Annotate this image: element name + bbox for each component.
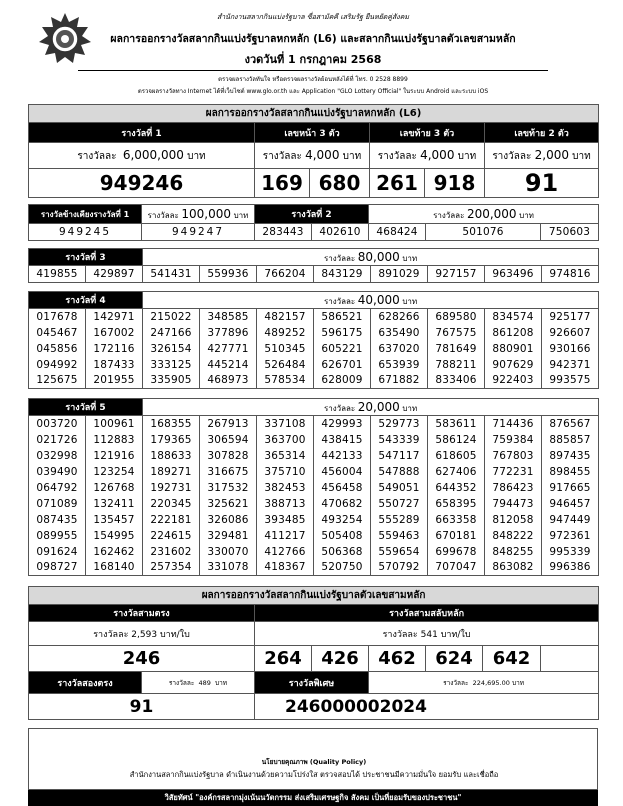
prize-number: 071089 — [29, 496, 86, 512]
prize-number: 482157 — [257, 309, 314, 325]
straight3-label: รางวัลสามตรง — [29, 605, 255, 622]
prize-number: 337108 — [257, 416, 314, 432]
first-prize-amount: รางวัลละ 6,000,000 บาท — [29, 143, 255, 169]
prize-number: 179365 — [143, 432, 200, 448]
draw-date: งวดวันที่ 1 กรกฎาคม 2568 — [244, 53, 382, 66]
policy-title: นโยบายคุณภาพ (Quality Policy) — [261, 758, 367, 766]
prize-number: 045467 — [29, 325, 86, 341]
prize-number: 671882 — [371, 373, 428, 389]
prize-number: 794473 — [485, 496, 542, 512]
check-hotline: ตรวจผลรางวัลทันใจ หรือตรวจผลรางวัลย้อนหลังได้ที่ โทร. 0 2528 8899 — [218, 76, 408, 83]
prize-number: 388713 — [257, 496, 314, 512]
toad3-amount: รางวัลละ 541 บาท/ใบ — [255, 622, 599, 646]
prize-number: 891029 — [371, 266, 428, 283]
prize-number: 306594 — [200, 432, 257, 448]
prize-number: 766204 — [257, 266, 314, 283]
prize-number: 098727 — [29, 560, 86, 576]
prize-number: 231602 — [143, 544, 200, 560]
prize-number: 329481 — [200, 528, 257, 544]
prize-number: 876567 — [542, 416, 599, 432]
table-row — [29, 528, 599, 544]
prize-number: 520750 — [314, 560, 371, 576]
prize-number: 032998 — [29, 448, 86, 464]
prize-number: 653939 — [371, 357, 428, 373]
table-row — [29, 309, 599, 325]
prize-number: 429897 — [86, 266, 143, 283]
straight2-label: รางวัลสองตรง — [29, 672, 142, 694]
prize-number: 091624 — [29, 544, 86, 560]
prize-number: 393485 — [257, 512, 314, 528]
table-row — [29, 512, 599, 528]
fifth-prize-table — [28, 398, 599, 576]
prize-number: 064792 — [29, 480, 86, 496]
prize-number: 996386 — [542, 560, 599, 576]
prize-number: 172116 — [86, 341, 143, 357]
prize-number: 418367 — [257, 560, 314, 576]
prize-number: 493254 — [314, 512, 371, 528]
prize-number: 670181 — [428, 528, 485, 544]
front3-number: 169 — [255, 169, 310, 198]
prize-number: 189271 — [143, 464, 200, 480]
prize-number: 848255 — [485, 544, 542, 560]
prize-number: 767803 — [485, 448, 542, 464]
prize-number: 907629 — [485, 357, 542, 373]
fourth-prize-label: รางวัลที่ 4 — [29, 292, 143, 309]
prize-number: 843129 — [314, 266, 371, 283]
prize-number: 168140 — [86, 560, 143, 576]
first-prize-number: 949246 — [29, 169, 255, 198]
back2-label: เลขท้าย 2 ตัว — [485, 123, 599, 143]
front3-amount: รางวัลละ 4,000 บาท — [255, 143, 370, 169]
prize-number: 187433 — [86, 357, 143, 373]
prize-number: 786423 — [485, 480, 542, 496]
prize-number: 168355 — [143, 416, 200, 432]
second-prize-number: 283443 — [255, 224, 312, 241]
prize-number: 559463 — [371, 528, 428, 544]
straight2-number: 91 — [29, 694, 255, 720]
prize-number: 925177 — [542, 309, 599, 325]
prize-number: 021726 — [29, 432, 86, 448]
prize-number: 570792 — [371, 560, 428, 576]
prize-number: 438415 — [314, 432, 371, 448]
prize-number: 215022 — [143, 309, 200, 325]
prize-number: 317532 — [200, 480, 257, 496]
prize-number: 596175 — [314, 325, 371, 341]
table-row — [29, 341, 599, 357]
prize-number: 658395 — [428, 496, 485, 512]
prize-number: 442133 — [314, 448, 371, 464]
n3-prizes — [28, 586, 599, 720]
prize-number: 788211 — [428, 357, 485, 373]
prize-number: 363700 — [257, 432, 314, 448]
table-row — [29, 496, 599, 512]
table-row — [29, 480, 599, 496]
prize-number: 326086 — [200, 512, 257, 528]
prize-number: 411217 — [257, 528, 314, 544]
prize-number: 224615 — [143, 528, 200, 544]
prize-number: 605221 — [314, 341, 371, 357]
prize-number: 017678 — [29, 309, 86, 325]
prize-number: 316675 — [200, 464, 257, 480]
prize-number: 445214 — [200, 357, 257, 373]
table-row — [29, 544, 599, 560]
prize-number: 257354 — [143, 560, 200, 576]
l6-main-prizes — [28, 104, 599, 198]
toad3-number: 264 — [255, 646, 312, 672]
back2-amount: รางวัลละ 2,000 บาท — [485, 143, 599, 169]
prize-number: 926607 — [542, 325, 599, 341]
prize-number: 427771 — [200, 341, 257, 357]
prize-number: 510345 — [257, 341, 314, 357]
prize-number: 201955 — [86, 373, 143, 389]
prize-number: 142971 — [86, 309, 143, 325]
prize-number: 335905 — [143, 373, 200, 389]
prize-number: 326154 — [143, 341, 200, 357]
prize-number: 947449 — [542, 512, 599, 528]
prize-number: 555289 — [371, 512, 428, 528]
prize-number: 247166 — [143, 325, 200, 341]
prize-number: 162462 — [86, 544, 143, 560]
page-title: ผลการออกรางวัลสลากกินแบ่งรัฐบาลหกหลัก (L6) และสลากกินแบ่งรัฐบาลตัวเลขสามหลัก — [110, 33, 516, 45]
prize-number: 123254 — [86, 464, 143, 480]
straight2-amount: รางวัลละ 489 บาท — [142, 672, 255, 694]
prize-number: 547888 — [371, 464, 428, 480]
near-first-number: 949247 — [142, 224, 255, 241]
prize-number: 586521 — [314, 309, 371, 325]
empty-cell — [541, 646, 599, 672]
footer-box — [28, 728, 598, 790]
toad3-number: 642 — [483, 646, 541, 672]
prize-number: 549051 — [371, 480, 428, 496]
prize-number: 505408 — [314, 528, 371, 544]
second-prize-number: 750603 — [541, 224, 599, 241]
front3-label: เลขหน้า 3 ตัว — [255, 123, 370, 143]
prize-number: 333125 — [143, 357, 200, 373]
org-motto: สำนักงานสลากกินแบ่งรัฐบาล ซื่อสามัคคี เสริมรัฐ ยืนหยัดคู่สังคม — [216, 13, 410, 21]
prize-number: 121916 — [86, 448, 143, 464]
prize-number: 419855 — [29, 266, 86, 283]
prize-number: 578534 — [257, 373, 314, 389]
prize-number: 412766 — [257, 544, 314, 560]
prize-number: 100961 — [86, 416, 143, 432]
second-prize-number: 402610 — [312, 224, 369, 241]
prize-number: 812058 — [485, 512, 542, 528]
prize-number: 699678 — [428, 544, 485, 560]
prize-number: 547117 — [371, 448, 428, 464]
fourth-prize-amount: รางวัลละ 40,000 บาท — [143, 292, 599, 309]
prize-number: 898455 — [542, 464, 599, 480]
prize-number: 220345 — [143, 496, 200, 512]
first-prize-label: รางวัลที่ 1 — [29, 123, 255, 143]
prize-number: 880901 — [485, 341, 542, 357]
prize-number: 429993 — [314, 416, 371, 432]
prize-number: 550727 — [371, 496, 428, 512]
prize-number: 543339 — [371, 432, 428, 448]
prize-number: 626701 — [314, 357, 371, 373]
prize-number: 506368 — [314, 544, 371, 560]
prize-number: 834574 — [485, 309, 542, 325]
prize-number: 917665 — [542, 480, 599, 496]
table-row — [29, 464, 599, 480]
prize-number: 772231 — [485, 464, 542, 480]
straight3-amount: รางวัลละ 2,593 บาท/ใบ — [29, 622, 255, 646]
prize-number: 848222 — [485, 528, 542, 544]
front3-number: 680 — [310, 169, 370, 198]
prize-number: 963496 — [485, 266, 542, 283]
prize-number: 154995 — [86, 528, 143, 544]
toad3-number: 426 — [312, 646, 369, 672]
prize-number: 132411 — [86, 496, 143, 512]
prize-number: 365314 — [257, 448, 314, 464]
divider — [78, 70, 548, 71]
prize-number: 126768 — [86, 480, 143, 496]
toad3-number: 462 — [369, 646, 426, 672]
policy-text: สำนักงานสลากกินแบ่งรัฐบาล ดำเนินงานด้วยความโปร่งใส ตรวจสอบได้ ประชาชนมีความมั่นใจ ยอมรับ และเชื่อถือ — [129, 770, 499, 779]
prize-number: 222181 — [143, 512, 200, 528]
prize-number: 759384 — [485, 432, 542, 448]
check-online: ตรวจผลรางวัลทาง Internet ได้ที่เว็บไซต์ www.glo.or.th และ Application "GLO Lottery Official" ในระบบ Android และระบบ iOS — [137, 88, 489, 95]
straight3-number: 246 — [29, 646, 255, 672]
second-prize-label: รางวัลที่ 2 — [255, 205, 369, 224]
table-row — [29, 448, 599, 464]
third-prize-label: รางวัลที่ 3 — [29, 249, 143, 266]
prize-number: 470682 — [314, 496, 371, 512]
prize-number: 663358 — [428, 512, 485, 528]
table-row — [29, 560, 599, 576]
prize-number: 942371 — [542, 357, 599, 373]
prize-number: 974816 — [542, 266, 599, 283]
table-row — [29, 432, 599, 448]
vision-bar: วิสัยทัศน์ "องค์กรสลากมุ่งเน้นนวัตกรรม ส่งเสริมเศรษฐกิจ สังคม เป็นที่ยอมรับของประชาชน" — [28, 790, 598, 806]
special-number: 246000002024 — [255, 694, 599, 720]
prize-number: 045856 — [29, 341, 86, 357]
prize-number: 526484 — [257, 357, 314, 373]
prize-number: 489252 — [257, 325, 314, 341]
prize-number: 863082 — [485, 560, 542, 576]
table-row — [29, 325, 599, 341]
prize-number: 995339 — [542, 544, 599, 560]
back3-number: 261 — [370, 169, 425, 198]
prize-number: 627406 — [428, 464, 485, 480]
prize-number: 039490 — [29, 464, 86, 480]
prize-number: 628009 — [314, 373, 371, 389]
back3-number: 918 — [425, 169, 485, 198]
special-amount: รางวัลละ 224,695.00 บาท — [369, 672, 599, 694]
prize-number: 089955 — [29, 528, 86, 544]
prize-number: 087435 — [29, 512, 86, 528]
near-first-amount: รางวัลละ 100,000 บาท — [142, 205, 255, 224]
near-first-number: 949245 — [29, 224, 142, 241]
prize-number: 003720 — [29, 416, 86, 432]
near-and-second-prizes — [28, 204, 599, 241]
third-prize-table — [28, 248, 599, 283]
second-prize-number: 501076 — [426, 224, 541, 241]
table-row — [29, 357, 599, 373]
prize-number: 559654 — [371, 544, 428, 560]
prize-number: 635490 — [371, 325, 428, 341]
special-label: รางวัลพิเศษ — [255, 672, 369, 694]
toad3-label: รางวัลสามสลับหลัก — [255, 605, 599, 622]
prize-number: 456458 — [314, 480, 371, 496]
prize-number: 922403 — [485, 373, 542, 389]
prize-number: 767575 — [428, 325, 485, 341]
prize-number: 267913 — [200, 416, 257, 432]
prize-number: 125675 — [29, 373, 86, 389]
back2-number: 91 — [485, 169, 599, 198]
prize-number: 833406 — [428, 373, 485, 389]
third-prize-amount: รางวัลละ 80,000 บาท — [143, 249, 599, 266]
table-row — [29, 416, 599, 432]
second-prize-number: 468424 — [369, 224, 426, 241]
near-first-label: รางวัลข้างเคียงรางวัลที่ 1 — [29, 205, 142, 224]
prize-number: 707047 — [428, 560, 485, 576]
prize-number: 330070 — [200, 544, 257, 560]
prize-number: 946457 — [542, 496, 599, 512]
prize-number: 586124 — [428, 432, 485, 448]
toad3-number: 624 — [426, 646, 483, 672]
prize-number: 307828 — [200, 448, 257, 464]
prize-number: 348585 — [200, 309, 257, 325]
prize-number: 714436 — [485, 416, 542, 432]
prize-number: 972361 — [542, 528, 599, 544]
prize-number: 541431 — [143, 266, 200, 283]
prize-number: 188633 — [143, 448, 200, 464]
prize-number: 618605 — [428, 448, 485, 464]
back3-amount: รางวัลละ 4,000 บาท — [370, 143, 485, 169]
prize-number: 885857 — [542, 432, 599, 448]
prize-number: 861208 — [485, 325, 542, 341]
prize-number: 468973 — [200, 373, 257, 389]
n3-section-title: ผลการออกรางวัลสลากกินแบ่งรัฐบาลตัวเลขสามหลัก — [29, 587, 599, 605]
prize-number: 192731 — [143, 480, 200, 496]
prize-number: 781649 — [428, 341, 485, 357]
prize-number: 930166 — [542, 341, 599, 357]
l6-section-title: ผลการออกรางวัลสลากกินแบ่งรัฐบาลหกหลัก (L6) — [29, 105, 599, 123]
prize-number: 637020 — [371, 341, 428, 357]
prize-number: 583611 — [428, 416, 485, 432]
fourth-prize-table — [28, 291, 599, 389]
table-row — [29, 266, 599, 283]
back3-label: เลขท้าย 3 ตัว — [370, 123, 485, 143]
prize-number: 559936 — [200, 266, 257, 283]
table-row — [29, 373, 599, 389]
prize-number: 456004 — [314, 464, 371, 480]
prize-number: 325621 — [200, 496, 257, 512]
fifth-prize-amount: รางวัลละ 20,000 บาท — [143, 399, 599, 416]
prize-number: 689580 — [428, 309, 485, 325]
prize-number: 167002 — [86, 325, 143, 341]
prize-number: 382453 — [257, 480, 314, 496]
prize-number: 927157 — [428, 266, 485, 283]
prize-number: 375710 — [257, 464, 314, 480]
prize-number: 112883 — [86, 432, 143, 448]
prize-number: 377896 — [200, 325, 257, 341]
prize-number: 135457 — [86, 512, 143, 528]
prize-number: 094992 — [29, 357, 86, 373]
fifth-prize-label: รางวัลที่ 5 — [29, 399, 143, 416]
prize-number: 644352 — [428, 480, 485, 496]
prize-number: 993575 — [542, 373, 599, 389]
prize-number: 628266 — [371, 309, 428, 325]
prize-number: 897435 — [542, 448, 599, 464]
prize-number: 529773 — [371, 416, 428, 432]
lottery-result-sheet — [28, 8, 598, 802]
prize-number: 331078 — [200, 560, 257, 576]
second-prize-amount: รางวัลละ 200,000 บาท — [369, 205, 599, 224]
